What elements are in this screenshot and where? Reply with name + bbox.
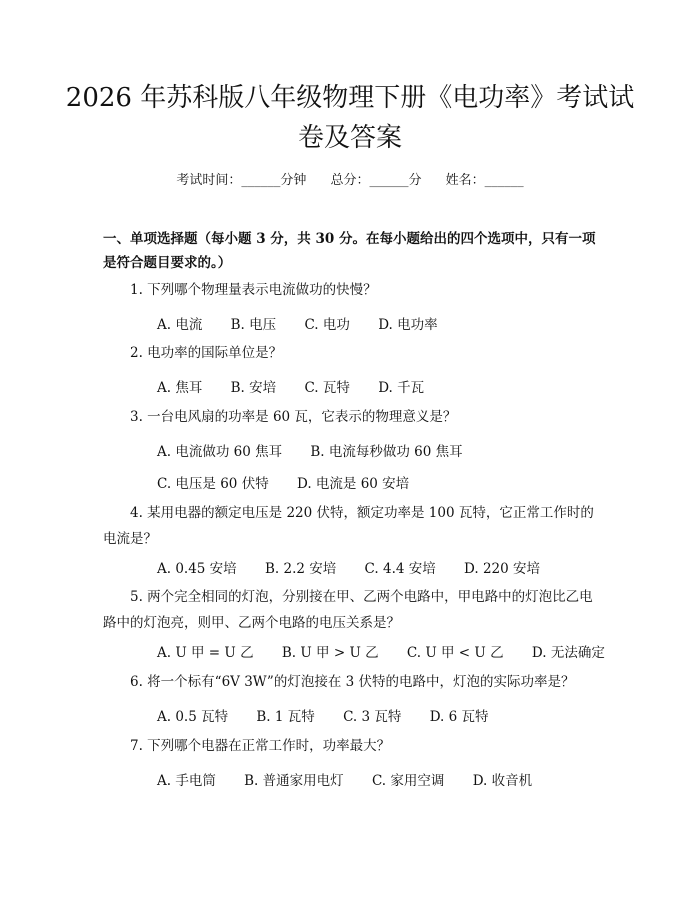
section-heading: 一、单项选择题（每小题 3 分，共 30 分。在每小题给出的四个选项中，只有一项是符合题目要求的。） <box>103 231 596 271</box>
option-c: C. 电压是 60 伏特 <box>157 476 269 492</box>
question-2: 2. 电功率的国际单位是？ <box>130 345 283 361</box>
question-4: 4. 某用电器的额定电压是 220 伏特，额定功率是 100 瓦特，它正常工作时的电流是？ <box>103 505 594 547</box>
option-b: B. 电压 <box>230 317 277 333</box>
option-c: C. 4.4 安培 <box>364 561 436 577</box>
option-d: D. 收音机 <box>472 773 533 789</box>
option-b: B. 1 瓦特 <box>256 709 315 725</box>
question-3-options-row1 <box>157 440 487 460</box>
option-b: B. U 甲 > U 乙 <box>281 645 379 661</box>
option-c: C. 3 瓦特 <box>343 709 402 725</box>
question-6: 6. 将一个标有“6V 3W”的灯泡接在 3 伏特的电路中，灯泡的实际功率是？ <box>130 674 575 690</box>
option-a: A. 0.45 安培 <box>157 561 237 577</box>
option-a: A. 电流 <box>157 317 203 333</box>
option-d: D. 220 安培 <box>464 561 541 577</box>
option-a: A. 0.5 瓦特 <box>157 709 229 725</box>
option-a: A. 焦耳 <box>157 380 203 396</box>
option-a: A. 电流做功 60 焦耳 <box>157 444 283 460</box>
student-name: 姓名：______ <box>445 173 524 188</box>
question-3: 3. 一台电风扇的功率是 60 瓦，它表示的物理意义是？ <box>130 409 457 425</box>
question-1-options <box>157 313 462 333</box>
option-c: C. 电功 <box>304 317 350 333</box>
question-4-options <box>157 557 564 577</box>
exam-time: 考试时间：______分钟 <box>176 173 307 188</box>
option-a: A. U 甲 = U 乙 <box>157 645 254 661</box>
question-7: 7. 下列哪个电器在正常工作时，功率最大？ <box>130 738 391 754</box>
option-b: B. 电流每秒做功 60 焦耳 <box>310 444 463 460</box>
question-5-options <box>157 641 629 661</box>
total-score: 总分：______分 <box>330 173 422 188</box>
option-c: C. 家用空调 <box>371 773 445 789</box>
question-2-options <box>157 376 448 396</box>
question-3-options-row2 <box>157 472 433 492</box>
option-c: C. U 甲 < U 乙 <box>406 645 504 661</box>
option-d: D. 电流是 60 安培 <box>297 476 410 492</box>
question-5: 5. 两个完全相同的灯泡，分别接在甲、乙两个电路中，甲电路中的灯泡比乙电路中的灯泡亮，则甲、乙两个电路的电压关系是？ <box>103 589 593 631</box>
question-7-options <box>157 769 556 789</box>
question-6-options <box>157 705 513 725</box>
question-1: 1. 下列哪个物理量表示电流做功的快慢？ <box>130 282 377 298</box>
page-title: 2026 年苏科版八年级物理下册《电功率》考试试卷及答案 <box>65 83 635 153</box>
option-c: C. 瓦特 <box>304 380 350 396</box>
option-d: D. 电功率 <box>378 317 438 333</box>
option-d: D. 无法确定 <box>531 645 605 661</box>
option-b: B. 普通家用电灯 <box>244 773 344 789</box>
option-a: A. 手电筒 <box>157 773 216 789</box>
option-d: D. 6 瓦特 <box>429 709 489 725</box>
option-d: D. 千瓦 <box>378 380 425 396</box>
exam-meta <box>0 169 700 188</box>
option-b: B. 安培 <box>230 380 277 396</box>
option-b: B. 2.2 安培 <box>264 561 337 577</box>
